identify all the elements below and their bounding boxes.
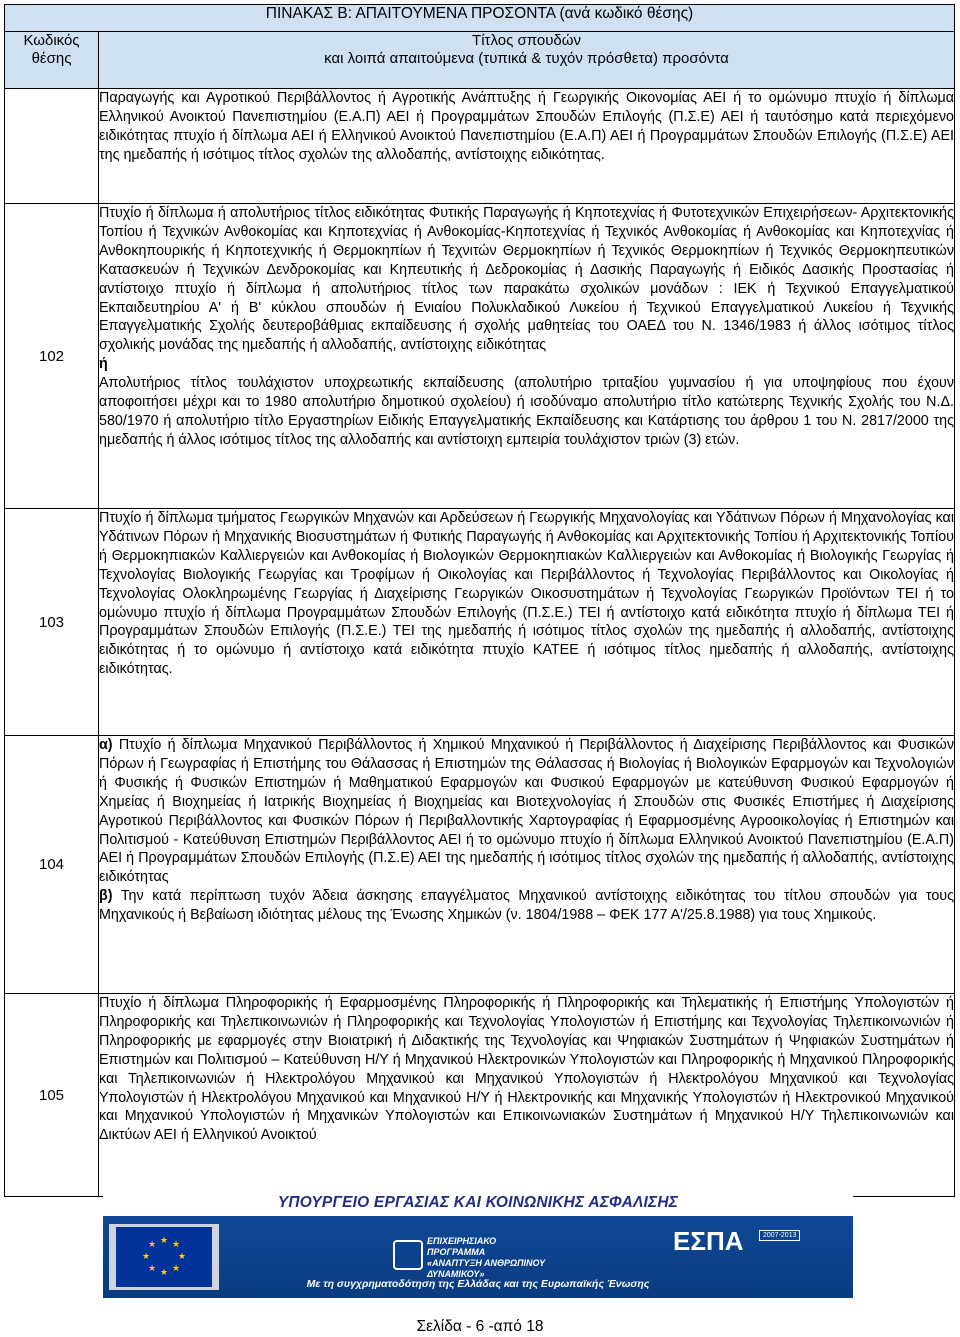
qualification-text: Πτυχίο ή δίπλωμα Μηχανικού Περιβάλλοντος ή Χημικού Μηχανικού ή Περιβάλλοντος ή Διαχείρισης Περιβάλλοντος και Φυσικών Πόρων ή Γεωγραφίας ή Επιστήμης του Θάλασσας ή Επιστημών της Θάλασσας ή Βιολογίας ή Βιολογικών Εφαρμογών και Τεχνολογιών ή Φυσικής ή Φυσικών Επιστημών ή Μαθηματικού Εφαρμογών και Φυσικού Εφαρμογών με κατεύθυνση Φυσικού Εφαρμογών ή Χημείας ή Βιοχημείας ή Ιατρικής Βιοχημείας ή Βιοχημείας και Βιοτεχνολογίας ή Σπουδών στις Φυσικές Επιστήμες ή Διαχείρισης Αγροτικού Περιβάλλοντος και Φυσικών Πόρων ή Περιβαλλοντικής Χαρτογραφίας ή Εφαρμοσμένης Αγροοικολογίας ή Επιστημών και Πολιτισμού - Κατεύθυνση Επιστημών Περιβάλλοντος ΑΕΙ ή το ομώνυμο πτυχίο ή δίπλωμα Ελληνικού Ανοικτού Πανεπιστημίου (Ε.Α.Π) ΑΕΙ ή Προγραμμάτων Σπουδών Επιλογής (Π.Σ.Ε) ΑΕΙ της ημεδαπής ή ισότιμος τίτλος σχολών της ημεδαπής ή αλλοδαπής, αντίστοιχης ειδικότητας xyxy=(99,737,954,886)
row-qualifications xyxy=(99,736,955,994)
col-header-qualifications xyxy=(99,32,955,89)
qualification-text: Πτυχίο ή δίπλωμα Πληροφορικής ή Εφαρμοσμένης Πληροφορικής ή Πληροφορικής και Τηλεματικής ή Επιστήμης Υπολογιστών ή Πληροφορικής και Τηλεπικοινωνιών ή Πληροφορικής και Τεχνολογίας Υπολογιστών ή Επιστήμης και Τεχνολογίας Τηλεπικοινωνιών ή Πληροφορικής με εφαρμογές στην Βιοιατρική ή Διδακτικής της Τεχνολογίας και Ψηφιακών Συστημάτων ή Ψηφιακών Συστημάτων ή Επιστημών και Πολιτισμού – Κατεύθυνση Η/Υ ή Μηχανικού Ηλεκτρονικών Υπολογιστών και Πληροφορικής ή Μηχανικού Πληροφορικής και Τηλεπικοινωνιών ή Ηλεκτρολόγου Μηχανικού και Μηχανικού Υπολογιστών ή Ηλεκτρολόγου Μηχανικού και Τεχνολογίας Υπολογιστών ή Ηλεκτρολόγου Μηχανικού και Μηχανικού Η/Υ ή Ηλεκτρονικής και Μηχανικής Υπολογιστών ή Ηλεκτρονικού Μηχανικού και Μηχανικού Υπολογιστών ή Μηχανικών Υπολογιστών και Επικοινωνιακών Συστημάτων ή Μηχανικού Η/Υ Τηλεπικοινωνιών και Δικτύων ΑΕΙ ή Ελληνικού Ανοικτού xyxy=(99,995,954,1144)
table-row xyxy=(5,204,955,509)
espa-logo xyxy=(673,1226,823,1282)
banner-bar xyxy=(103,1216,853,1298)
row-code: 104 xyxy=(5,736,99,994)
item-label-a: α) xyxy=(99,737,113,753)
row-code: 105 xyxy=(5,994,99,1197)
col-header-code-line2: θέσης xyxy=(31,50,72,67)
table-row xyxy=(5,89,955,204)
qualification-text: Πτυχίο ή δίπλωμα ή απολυτήριος τίτλος ειδικότητας Φυτικής Παραγωγής ή Κηποτεχνίας ή Φυτοτεχνικών Επιχειρήσεων- Αρχιτεκτονικής Τοπίου ή Τεχνικών Ανθοκομίας και Κηποτεχνίας ή Ανθοκομίας-Κηποτεχνίας ή Τεχνικός Ανθοκομίας ή Ανθοκομίας και Κηποτεχνίας ή Ανθοκηπουρικής ή Κηποτεχνικής ή Θερμοκηπίων ή Τεχνιτών Θερμοκηπίων ή Τεχνικός Θερμοκηπίων ή Τεχνικός Θερμοκηπευτικών Κατασκευών ή Τεχνικών Δενδροκομίας και Κηπευτικής ή Δεδροκομίας ή Δασικής Παραγωγής ή Ειδικός Δασικής Προστασίας ή αντίστοιχο πτυχίο ή δίπλωμα ή απολυτήριος τίτλος των παρακάτω σχολικών μονάδων : ΙΕΚ ή Τεχνικού Επαγγελματικού Εκπαιδευτηρίου Α' ή Β' κύκλου σπουδών ή Ενιαίου Πολυκλαδικού Λυκείου ή Τεχνικού Επαγγελματικού Λυκείου ή Τεχνικής Επαγγελματικής Σχολής δευτεροβάθμιας εκπαίδευσης ή σχολής μαθητείας του ΟΑΕΔ του Ν. 1346/1983 ή άλλος ισότιμος τίτλος σχολικής μονάδας της ημεδαπής ή αλλοδαπής, αντίστοιχης ειδικότητας xyxy=(99,205,954,354)
col-header-code xyxy=(5,32,99,89)
ministry-name: ΥΠΟΥΡΓΕΙΟ ΕΡΓΑΣΙΑΣ ΚΑΙ ΚΟΙΝΩΝΙΚΗΣ ΑΣΦΑΛΙΣΗΣ xyxy=(103,1190,853,1214)
qualification-text-b: Την κατά περίπτωση τυχόν Άδεια άσκησης επαγγέλματος Μηχανικού αντίστοιχης ειδικότητας του τίτλου σπουδών για τους Μηχανικούς ή Βεβαίωση ιδιότητας μέλους της Ένωσης Χημικών (ν. 1804/1988 – ΦΕΚ 177 Α'/25.8.1988) για τους Χημικούς. xyxy=(99,888,954,924)
eu-flag-icon: ★ ★ ★ ★ ★ ★ ★ ★ xyxy=(109,1224,219,1290)
table-title: ΠΙΝΑΚΑΣ Β: ΑΠΑΙΤΟΥΜΕΝΑ ΠΡΟΣΟΝΤΑ (ανά κωδικό θέσης) xyxy=(5,5,955,32)
page-number: Σελίδα - 6 -από 18 xyxy=(416,1318,544,1335)
qualification-text: Πτυχίο ή δίπλωμα τμήματος Γεωργικών Μηχανών και Αρδεύσεων ή Γεωργικής Μηχανολογίας και Υδάτινων Πόρων ή Μηχανολογίας και Υδάτινων Πόρων ή Μηχανικής Βιοσυστημάτων ή Φυτικής Παραγωγής ή Ανθοκομίας και Αρχιτεκτονικής Τοπίου ή Αρχιτεκτονικής Τοπίου ή Θερμοκηπιακών Καλλιεργειών και Ανθοκομίας ή Βιολογικών Θερμοκηπιακών Καλλιεργειών και Ανθοκομίας ή Βιολογικής Γεωργίας ή Τεχνολογίας Βιολογικής Γεωργίας και Τροφίμων ή Οικολογίας και Περιβάλλοντος ή Τεχνολογίας Περιβάλλοντος και Οικολογίας ή Τεχνολογίας Ολοκληρωμένης Γεωργίας ή Διαχείρισης Γεωργικών Οικοσυστημάτων ή Τεχνολογίας Γεωργικών Προϊόντων ΤΕΙ ή το ομώνυμο πτυχίο ή δίπλωμα Προγραμμάτων Σπουδών Επιλογής (Π.Σ.Ε.) ΤΕΙ ή αντίστοιχο κατά ειδικότητα πτυχίο ή δίπλωμα ΤΕΙ ή Προγραμμάτων Σπουδών Επιλογής (Π.Σ.Ε.) ΤΕΙ της ημεδαπής ή ισότιμος τίτλος σχολών της ημεδαπής ή αλλοδαπής, αντίστοιχης ειδικότητας ή το ομώνυμο ή αντίστοιχο κατά ειδικότητα πτυχίο ΚΑΤΕΕ ή ισότιμος τίτλος ημεδαπής ή αλλοδαπής, αντίστοιχης ειδικότητας. xyxy=(99,510,954,678)
funding-banner xyxy=(103,1190,853,1298)
requirements-table xyxy=(4,4,955,1197)
cofunding-motto: Με τη συγχρηματοδότηση της Ελλάδας και της Ευρωπαϊκής Ένωσης xyxy=(306,1278,650,1290)
or-connector: ή xyxy=(99,356,108,373)
program-logo xyxy=(393,1236,553,1279)
program-icon xyxy=(393,1240,423,1270)
row-code: 103 xyxy=(5,509,99,736)
row-qualifications xyxy=(99,509,955,736)
table-row xyxy=(5,994,955,1197)
item-label-b: β) xyxy=(99,888,113,905)
espa-years: 2007-2013 xyxy=(759,1230,800,1241)
col-header-qual-line2: και λοιπά απαιτούμενα (τυπικά & τυχόν πρόσθετα) προσόντα xyxy=(324,50,729,67)
row-code xyxy=(5,89,99,204)
qualification-text-alt: Απολυτήριος τίτλος τουλάχιστον υποχρεωτικής εκπαίδευσης (απολυτήριο τριταξίου γυμνασίου ή για υποψηφίους που έχουν αποφοιτήσει μέχρι και το 1980 απολυτήριο δημοτικού σχολείου) ή ισοδύναμο απολυτήριο τίτλο κατώτερης Τεχνικής Σχολής του Ν.Δ. 580/1970 ή απολυτήριο τίτλο Εργαστηρίων Ειδικής Επαγγελματικής Εκπαίδευσης και Κατάρτισης του άρθρου 1 του Ν. 2817/2000 της ημεδαπής ή άλλος ισότιμος τίτλος της αλλοδαπής και αντίστοιχη εμπειρία τουλάχιστον τριών (3) ετών. xyxy=(99,375,954,448)
espa-text: ΕΣΠΑ xyxy=(673,1226,744,1256)
row-qualifications xyxy=(99,89,955,204)
row-qualifications xyxy=(99,994,955,1197)
col-header-code-line1: Κωδικός xyxy=(23,32,80,49)
qualification-text: Παραγωγής και Αγροτικού Περιβάλλοντος ή Αγροτικής Ανάπτυξης ή Γεωργικής Οικονομίας ΑΕΙ ή το ομώνυμο πτυχίο ή δίπλωμα Ελληνικού Ανοικτού Πανεπιστημίου (Ε.Α.Π) ΑΕΙ ή Προγραμμάτων Σπουδών Επιλογής (Π.Σ.Ε) ΑΕΙ ή ταυτόσημο κατά περιεχόμενο ειδικότητας πτυχίο ή δίπλωμα ΑΕΙ ή Ελληνικού Ανοικτού Πανεπιστημίου (Ε.Α.Π) ΑΕΙ ή Προγραμμάτων Σπουδών Επιλογής (Π.Σ.Ε) ΑΕΙ της ημεδαπής ή ισότιμος τίτλος σχολών της αλλοδαπής, αντίστοιχης ειδικότητας. xyxy=(99,90,954,163)
row-qualifications xyxy=(99,204,955,509)
table-row xyxy=(5,736,955,994)
table-row xyxy=(5,509,955,736)
col-header-qual-line1: Τίτλος σπουδών xyxy=(472,32,581,49)
program-name: ΕΠΙΧΕΙΡΗΣΙΑΚΟ ΠΡΟΓΡΑΜΜΑ «ΑΝΑΠΤΥΞΗ ΑΝΘΡΩΠΙΝΟΥ ΔΥΝΑΜΙΚΟΥ» xyxy=(427,1236,546,1279)
row-code: 102 xyxy=(5,204,99,509)
